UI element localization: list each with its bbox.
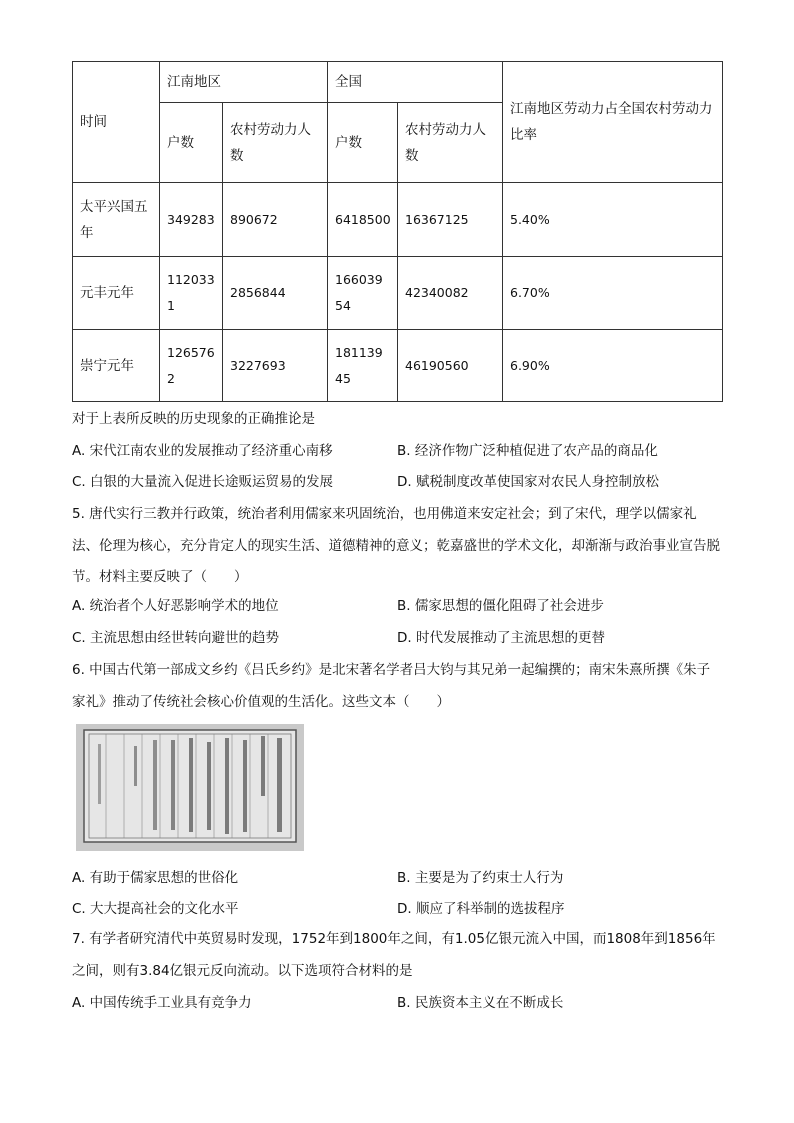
sub-jn-labor: 农村劳动力人数 xyxy=(223,103,328,183)
q5-stem: 5. 唐代实行三教并行政策，统治者利用儒家来巩固统治，也用佛道来安定社会；到了宋代，理学以儒家礼法、伦理为核心，充分肯定人的现实生活、道德精神的意义；乾嘉盛世的学术文化，却渐渐与政治事业宣告脱节。材料主要反映了（ ） xyxy=(72,506,720,585)
row-jn-households: 1120331 xyxy=(160,257,223,330)
sub-nat-households: 户数 xyxy=(328,103,398,183)
row-ratio: 5.40% xyxy=(503,183,723,257)
header-ratio: 江南地区劳动力占全国农村劳动力比率 xyxy=(503,62,723,183)
q4-stem: 对于上表所反映的历史现象的正确推论是 xyxy=(72,411,315,427)
header-time: 时间 xyxy=(73,62,160,183)
header-national: 全国 xyxy=(328,62,503,103)
row-ratio: 6.70% xyxy=(503,257,723,330)
row-nat-labor: 46190560 xyxy=(398,330,503,402)
lushi-xiangyue-book-photo xyxy=(76,724,304,851)
row-jn-households: 1265762 xyxy=(160,330,223,402)
q4-option-b[interactable]: B. 经济作物广泛种植促进了农产品的商品化 xyxy=(397,443,658,459)
q4-option-d[interactable]: D. 赋税制度改革使国家对农民人身控制放松 xyxy=(397,474,659,490)
q7-option-b[interactable]: B. 民族资本主义在不断成长 xyxy=(397,995,564,1011)
ancient-text-image xyxy=(76,724,304,851)
q5-option-d[interactable]: D. 时代发展推动了主流思想的更替 xyxy=(397,630,605,646)
q6-option-d[interactable]: D. 顺应了科举制的选拔程序 xyxy=(397,901,565,917)
row-time: 元丰元年 xyxy=(73,257,160,330)
row-jn-labor: 3227693 xyxy=(223,330,328,402)
q4-option-c[interactable]: C. 白银的大量流入促进长途贩运贸易的发展 xyxy=(72,474,334,490)
header-jiangnan: 江南地区 xyxy=(160,62,328,103)
row-nat-labor: 16367125 xyxy=(398,183,503,257)
table-row xyxy=(73,257,723,330)
table-row xyxy=(73,183,723,257)
row-jn-labor: 890672 xyxy=(223,183,328,257)
q7-stem: 7. 有学者研究清代中英贸易时发现，1752年到1800年之间，有1.05亿银元流入中国，而1808年到1856年之间，则有3.84亿银元反向流动。以下选项符合材料的是 xyxy=(72,931,716,979)
sub-jn-households: 户数 xyxy=(160,103,223,183)
sub-nat-labor: 农村劳动力人数 xyxy=(398,103,503,183)
row-nat-labor: 42340082 xyxy=(398,257,503,330)
row-jn-households: 349283 xyxy=(160,183,223,257)
table-row xyxy=(73,330,723,402)
row-time: 太平兴国五年 xyxy=(73,183,160,257)
q4-option-a[interactable]: A. 宋代江南农业的发展推动了经济重心南移 xyxy=(72,443,333,459)
row-nat-households: 6418500 xyxy=(328,183,398,257)
q6-option-b[interactable]: B. 主要是为了约束士人行为 xyxy=(397,870,564,886)
row-nat-households: 16603954 xyxy=(328,257,398,330)
row-jn-labor: 2856844 xyxy=(223,257,328,330)
row-time: 崇宁元年 xyxy=(73,330,160,402)
q5-option-a[interactable]: A. 统治者个人好恶影响学术的地位 xyxy=(72,598,279,614)
q6-option-c[interactable]: C. 大大提高社会的文化水平 xyxy=(72,901,239,917)
q6-option-a[interactable]: A. 有助于儒家思想的世俗化 xyxy=(72,870,239,886)
row-nat-households: 18113945 xyxy=(328,330,398,402)
q5-option-c[interactable]: C. 主流思想由经世转向避世的趋势 xyxy=(72,630,280,646)
q5-option-b[interactable]: B. 儒家思想的僵化阻碍了社会进步 xyxy=(397,598,604,614)
q6-stem: 6. 中国古代第一部成文乡约《吕氏乡约》是北宋著名学者吕大钧与其兄弟一起编撰的；南宋朱熹所撰《朱子家礼》推动了传统社会核心价值观的生活化。这些文本（ ） xyxy=(72,662,711,710)
population-table xyxy=(72,61,723,402)
row-ratio: 6.90% xyxy=(503,330,723,402)
q7-option-a[interactable]: A. 中国传统手工业具有竞争力 xyxy=(72,995,252,1011)
